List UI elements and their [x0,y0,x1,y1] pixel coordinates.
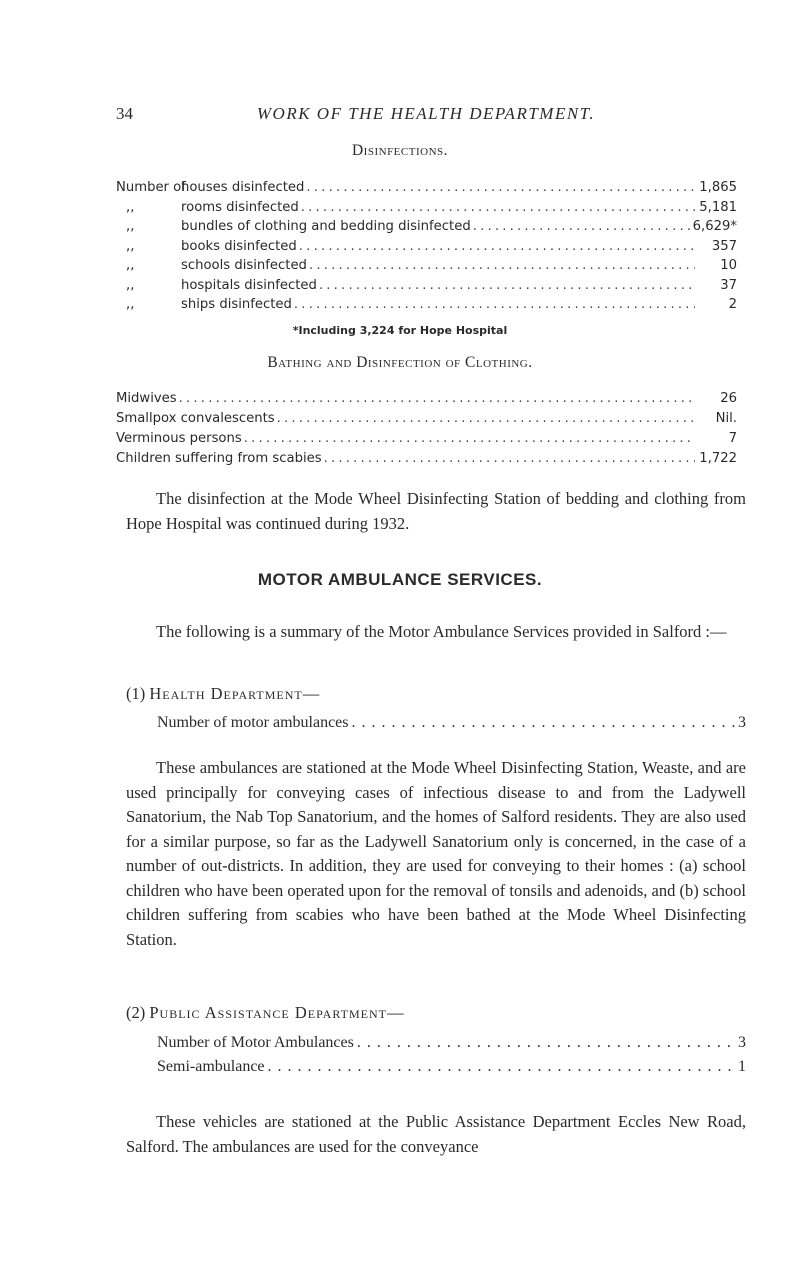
row-value: 7 [728,431,737,446]
disinfections-footnote: *Including 3,224 for Hope Hospital [292,324,508,337]
table-row [116,451,737,469]
table-row [116,411,737,429]
leader-dots [299,239,695,254]
table-row [116,200,737,218]
row-label: Smallpox convalescents [116,411,275,426]
row-label: schools disinfected [181,258,307,273]
bathing-title: Bathing and Disinfection of Clothing. [267,354,533,371]
motor-ambulance-heading: MOTOR AMBULANCE SERVICES. [257,570,543,589]
table-row [116,180,737,198]
row-label: bundles of clothing and bedding disinfected [181,219,471,234]
health-ambulance-row [157,714,746,736]
public-assistance-paragraph: These vehicles are stationed at the Public Assistance Department Eccles New Road, Salford. The ambulances are used for the conveyance [126,1112,746,1156]
table-row [116,239,737,257]
row-label: Children suffering from scabies [116,451,322,466]
row-value: 1,865 [699,180,737,195]
row-value: 26 [720,391,737,406]
row-prefix: ,, [126,258,135,273]
row-value: 3 [738,714,746,731]
row-label: Number of Motor Ambulances [157,1034,354,1051]
leader-dots [473,219,691,234]
disinfection-paragraph: The disinfection at the Mode Wheel Disinfecting Station of bedding and clothing from Hope Hospital was continued during 1932. [126,489,746,533]
leader-dots [306,180,695,195]
table-row [116,278,737,296]
leader-dots [301,200,695,215]
disinfections-title: Disinfections. [351,142,449,159]
table-row [157,1058,746,1080]
row-label: Number of motor ambulances [157,714,349,731]
public-heading: Public Assistance Department— [149,1003,405,1022]
motor-intro-paragraph: The following is a summary of the Motor Ambulance Services provided in Salford :— [156,622,727,641]
health-number: (1) [126,684,146,703]
row-prefix: ,, [126,297,135,312]
row-label: Midwives [116,391,177,406]
leader-dots [244,431,695,446]
leader-dots [352,714,736,732]
row-label: rooms disinfected [181,199,299,215]
leader-dots [277,411,695,426]
row-value: 2 [728,297,737,312]
table-row [116,391,737,409]
leader-dots [294,297,695,312]
table-row [116,297,737,315]
table-row [157,1034,746,1056]
row-value: Nil. [715,411,737,426]
row-value: 6,629* [692,219,737,234]
row-value: 1,722 [699,451,737,466]
row-label: books disinfected [181,238,297,254]
row-prefix: ,, [126,277,135,293]
row-value: 1 [738,1058,746,1075]
row-label: ships disinfected [181,297,292,312]
row-label: hospitals disinfected [181,277,317,293]
public-number: (2) [126,1003,146,1022]
row-prefix: Number of [116,180,186,195]
row-prefix: ,, [126,199,135,215]
leader-dots [179,391,695,406]
leader-dots [324,451,695,466]
health-paragraph: These ambulances are stationed at the Mode Wheel Disinfecting Station, Weaste, and are used principally for conveying cases of infectious disease to and from the Ladywell Sanatorium, the Nab Top Sanatorium, and the homes of Salford residents. They are also used for a similar purpose, so far as the Ladywell Sanatorium only is concerned, in the case of a number of out-districts. In addition, they are used for conveying to their homes : (a) school children who have been operated upon for the removal of tonsils and adenoids, and (b) school children suffering from scabies who have been bathed at the Mode Wheel Disinfecting Station. [126,758,746,949]
leader-dots [309,258,695,273]
page-number: 34 [116,104,133,123]
page-header [116,104,736,126]
row-value: 3 [738,1034,746,1051]
row-prefix: ,, [126,238,135,254]
row-value: 357 [711,238,737,254]
health-department-subhead [126,684,320,704]
row-label: Verminous persons [116,431,242,446]
row-label: houses disinfected [181,180,305,195]
leader-dots [268,1058,735,1076]
running-title: WORK OF THE HEALTH DEPARTMENT. [256,104,596,123]
table-row [116,219,737,237]
table-row [116,258,737,276]
row-prefix: ,, [126,219,135,234]
health-heading: Health Department— [149,684,321,703]
row-value: 5,181 [699,199,737,215]
leader-dots [319,278,695,293]
public-assistance-subhead [126,1003,404,1023]
row-value: 37 [720,277,737,293]
row-value: 10 [720,258,737,273]
row-label: Semi-ambulance [157,1058,265,1075]
table-row [116,431,737,449]
leader-dots [357,1034,735,1052]
